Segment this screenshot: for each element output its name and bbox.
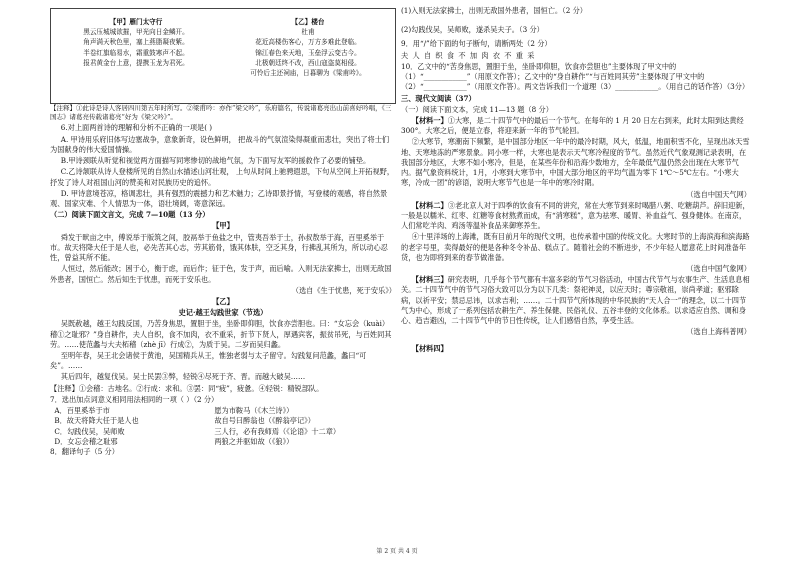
option-7c xyxy=(50,427,396,437)
material-2-source: （选自中国气象网） xyxy=(686,264,751,274)
yi-tag: 【乙】 xyxy=(212,296,234,306)
poem-yi-title: 【乙】楼台 xyxy=(291,18,325,26)
poem-line: 北极朝廷终不改，西山寇盗莫相侵。 xyxy=(255,58,361,67)
question-10: 10．乙文中的“苦身焦思，置胆于坐，坐卧即仰胆，饮食亦尝胆也”主要体现了甲文中的（1）“____________”（用原文作答）；乙文中的“身自耕作”“与百姓同其劳”主要体现了甲文中的（2）“____________”（用原文作答）。两文告诉我们一个道理（3）____________。（用自己的话作答）（3分） xyxy=(401,61,750,92)
material-3-p1 xyxy=(401,275,751,326)
yi-text-3: 其后四年，越复伐吴。吴士民罢③弊，轻锐④尽死于齐、晋。而越大破吴…… xyxy=(60,372,306,382)
question-8: 8．翻译句子（5 分） xyxy=(50,447,119,456)
jia-tag: 【甲】 xyxy=(212,221,234,231)
material-1-p2: ②大寒节，寒潮南下频繁，是中国部分地区一年中的最冷时期，风大，低温，地面积雪不化，呈现出冰天雪地、天寒地冻的严寒景象。同小寒一样，大寒也是表示天气寒冷程度的节气。虽然近代气象观测记录表明，在我国部分地区，大寒不如小寒冷，但是，在某些年份和沿海少数地方，全年最低气温仍然会出现在大寒节气内。据气象资料统计，1月，小寒到大寒节中，中国大部分地区的平均气温为零下 1℃～5℃左右。“小寒大寒，冷成一团”的谚语，说明大寒节气也是一年中的寒冷时期。 xyxy=(401,137,750,188)
option-7d-right: 两狼之并驱如故（《狼》） xyxy=(214,436,294,446)
question-7: 7．选出加点词意义相同用法相同的一项（ ）（2 分） xyxy=(50,394,219,404)
poem-jia-title: 【甲】雁门太守行 xyxy=(109,18,163,26)
poem-yi xyxy=(241,17,375,78)
option-7a xyxy=(50,406,396,416)
material-1-source: （选自中国天气网） xyxy=(686,189,751,199)
poem-jia xyxy=(69,17,203,68)
yi-text-2: 至明年春，吴王北会诸侯于黄池，吴国精兵从王，惟独老弱与太子留守。勾践复问范蠡，蠡曰“可矣”。…… xyxy=(50,351,367,371)
poem-box xyxy=(50,8,396,104)
option-7c-right: 三人行，必有我师焉（《论语》十二章） xyxy=(214,426,341,436)
translate-1: (1)入则无法家拂士，出则无敌国外患者，国恒亡。（2 分） xyxy=(401,6,587,15)
option-7d xyxy=(50,437,396,447)
jia-source: （选自《生于忧患，死于安乐》） xyxy=(291,285,396,295)
yi-note: 【注释】①会稽：古地名。②行成：求和。③罢：同“疲”，疲惫。④轻锐：精锐部队。 xyxy=(50,383,324,393)
option-6d: D. 甲诗意境苍凉，格调悲壮，具有强烈的震撼力和艺术魅力；乙诗即景抒情，写登楼的观感，将自然景观、国家灾难、个人情思为一体，语壮境阔，寄意深远。 xyxy=(50,188,388,208)
page-footer: 第 2 页 共 4 页 xyxy=(376,548,418,556)
right-column xyxy=(401,6,751,542)
material-3-tag: 【材料三】 xyxy=(411,275,448,285)
section-3a-title: （一）阅读下面文本，完成 11—13 题（8 分） xyxy=(401,104,553,114)
poem-line: 花近高楼伤客心，万方多难此登临。 xyxy=(255,38,361,47)
material-2-p1-text: ③老北京人对于四季的饮食有不同的讲究，常在大寒节到来时喝腊八粥、吃糖葫芦。辞旧迎新，一般是以糯米、红枣、红糖等食材熬煮而成，有“消寒糕”，意为祛寒、暖胃、补血益气、强身健体。在南京，人们常吃羊肉、鸡汤等温补食品来御寒养生。 xyxy=(401,200,750,231)
option-6a: A. 甲诗用乐府旧体写边塞战争，意象新奇，设色鲜明， 把战斗的气氛渲染得凝重而悲壮，突出了将士们为国献身的伟大爱国情操。 xyxy=(50,134,390,154)
option-7c-left: C．勾践伐吴，吴师败 xyxy=(54,426,125,436)
poem-yi-author: 杜甫 xyxy=(301,28,315,37)
section-3-title: 三、现代文阅读（37） xyxy=(401,93,476,103)
option-6c: C.乙诗颔联从诗人登楼所见的自然山水描述山河壮观， 上句从时间上驰骋遐思，下句从空间上开拓视野，抒发了诗人对祖国山河的赞美和对民族历史的追怀。 xyxy=(50,167,395,187)
yi-text: 吴既赦越，越王勾践反国，乃苦身焦思，置胆于坐，坐卧即仰胆，饮食亦尝胆也。曰：“女忘会（kuài）稽①之耻邪？”身自耕作，夫人自织，食不加肉，衣不重采，折节下贤人，厚遇宾客，振贫吊死，与百姓同其劳。……使范蠡与大夫柘稽（zhè jī）行成②，为质于吴。二岁而吴归蠡。 xyxy=(50,319,392,349)
option-7b-right: 故自号曰醉翁也（《醉翁亭记》） xyxy=(214,416,315,426)
material-2-tag: 【材料二】 xyxy=(411,200,448,210)
poem-line: 报君黄金台上意，提携玉龙为君死。 xyxy=(83,58,189,67)
jia-text: 舜发于畎亩之中，傅说举于版筑之间，胶鬲举于鱼盐之中，管夷吾举于士，孙叔敖举于海，百里奚举于市。故天将降大任于是人也，必先苦其心志，劳其筋骨，饿其体肤，空乏其身，行拂乱其所为，所以动心忍性，曾益其所不能。 xyxy=(50,232,388,263)
option-6b: B.甲诗颈联从听觉和视觉两方面描写同寒惨切的战地气氛，为下面写友军的援救作了必要的铺垫。 xyxy=(60,156,371,166)
option-7a-right: 愿为市鞍马（《木兰诗》） xyxy=(214,406,294,416)
material-4-tag: 【材料四】 xyxy=(411,343,448,353)
section-2-title: （二）阅读下面文言文，完成 7—10题（13 分） xyxy=(50,210,210,220)
material-2-p1 xyxy=(401,201,751,232)
poem-line: 可怜后主还祠庙，日暮聊为《梁甫吟》。 xyxy=(250,69,366,78)
poem-line: 半卷红旗临易水，霜重鼓寒声不起。 xyxy=(83,48,189,57)
jia-text-2: 人恒过，然后能改；困于心，衡于虑，而后作；征于色，发于声，而后喻。入则无法家拂士，出则无敌国外患者，国恒亡。然后知生于忧患，而死于安乐也。 xyxy=(50,264,392,284)
material-1-p1 xyxy=(401,116,751,136)
poem-line: 黑云压城城欲摧，甲光向日金鳞开。 xyxy=(83,28,189,37)
question-9: 9．用“/”给下面的句子断句，请断两处（2 分） xyxy=(401,39,552,49)
question-6: 6.对上面两首诗的理解和分析不正确的一项是( ) xyxy=(60,123,213,133)
material-1-tag: 【材料一】 xyxy=(411,115,448,125)
material-3-source: （选自上海科普网） xyxy=(686,327,751,337)
option-7a-left: A．百里奚举于市 xyxy=(54,406,110,416)
poem-line: 锦江春色来天地，玉垒浮云变古今。 xyxy=(255,48,361,57)
material-2-p2: ④十里洋场的上海滩，既有目前月年的现代文明，也传承着中国的传统文化。大寒时节的上海滨海和滨海路的老字号里，卖得最好的便是各种冬令补品、糕点了。随着社会的不断进步，不少年轻人愿意花上时间准备年货，也为即将到来的春节做准备。 xyxy=(401,232,750,262)
question-9-sentence: 夫 人 自 织 食 不 加 肉 衣 不 重 采 xyxy=(401,50,536,60)
poem-line: 角声满天秋色里，塞上燕脂凝夜紫。 xyxy=(83,38,189,47)
option-7b xyxy=(50,416,396,426)
material-1-p1-text: ①大寒，是二十四节气中的最后一个节气。在每年的 1 月 20 日左右到来，此时太阳到达黄经 300°。大寒之后，便是立春，将迎来新一年的节气轮回。 xyxy=(401,115,744,136)
option-7d-left: D．女忘会稽之耻邪 xyxy=(54,436,118,446)
material-3-p1-text: 研究表明，几乎每个节气都有丰富多彩的节气习俗活动，中国古代节气与农事生产、生活息息相关。二十四节气中的节气习俗大致可以分为以下几类：祭祀神灵，以应天时；尊宗敬祖，崇尚孝道；驱邪除病，以祈平安；禁忌忌讳，以求吉利；……。二十四节气所体现的中华民族的“天人合一”的理念，以二十四节气为中心，形成了一系列包括农耕生产、养生保健、民俗礼仪、五谷丰登的文化体系。以求适应自然、调和身心、趋吉避凶，二十四节气中的节日性传统，让人们感悟自然，享受生活。 xyxy=(401,275,750,326)
poem-note: 【注释】①此诗是诗人客居四川第五年时所写。②梁甫吟：亦作“梁父吟”，乐府篇名，传说诸葛亮出山前喜好吟唱，《三国志》诸葛亮传载诸葛亮“好为《梁父吟》”。 xyxy=(50,104,392,122)
yi-source-title: 史记·越王勾践世家（节选） xyxy=(178,308,268,318)
translate-2: (2)勾践伐吴，吴师败，遂杀吴夫子。（3 分） xyxy=(401,25,544,35)
left-column xyxy=(50,6,396,542)
option-7b-left: B．故天将降大任于是人也 xyxy=(54,416,139,426)
